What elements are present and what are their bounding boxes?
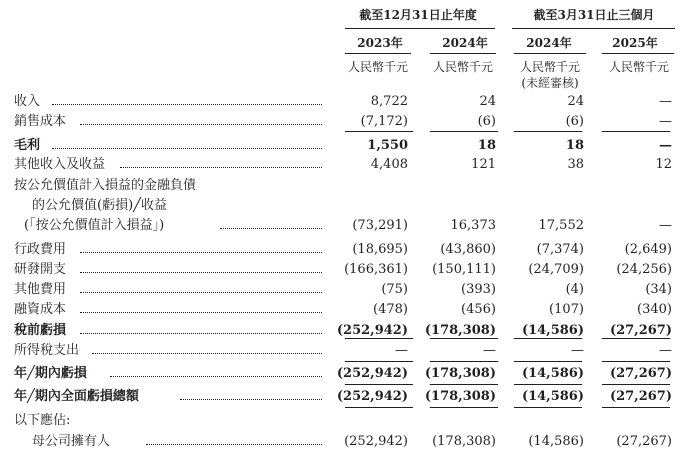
- row-label: 其他收入及收益: [14, 157, 106, 172]
- row-value: (6): [565, 114, 584, 129]
- table-row: [0, 364, 686, 384]
- subtotal-rule: [430, 384, 498, 385]
- header-group-quarter-rule: [512, 28, 675, 29]
- dot-leader: [110, 376, 322, 377]
- row-value: 18: [565, 138, 584, 153]
- row-value: (456): [461, 302, 496, 317]
- row-label: (「按公允價值計入損益」): [24, 218, 165, 233]
- subtotal-rule: [602, 131, 670, 132]
- row-label: 稅前虧損: [14, 323, 67, 338]
- row-label: 其他費用: [14, 282, 67, 297]
- dot-leader: [92, 353, 322, 354]
- row-value: —: [571, 343, 584, 358]
- table-row: [0, 176, 686, 196]
- row-value: (393): [461, 282, 496, 297]
- row-value: 18: [477, 138, 496, 153]
- row-label: 銷售成本: [14, 114, 67, 129]
- table-row: [0, 240, 686, 260]
- row-value: (107): [549, 302, 584, 317]
- row-value: (252,942): [344, 434, 408, 449]
- row-value: —: [659, 343, 672, 358]
- table-row: [0, 260, 686, 280]
- row-value: (340): [637, 302, 672, 317]
- row-label: 年╱期內虧損: [14, 366, 87, 381]
- row-value: (24,709): [528, 262, 584, 277]
- dot-leader: [180, 399, 322, 400]
- table-row: [0, 387, 686, 407]
- row-label: 研發開支: [14, 262, 67, 277]
- table-row: [0, 92, 686, 112]
- row-value: (2,649): [624, 242, 672, 257]
- row-value: (73,291): [352, 218, 408, 233]
- row-value: (178,308): [432, 434, 496, 449]
- row-value: (75): [381, 282, 408, 297]
- row-value: (6): [477, 114, 496, 129]
- row-value: (7,374): [536, 242, 584, 257]
- subtotal-rule: [430, 338, 498, 339]
- row-value: (27,267): [616, 434, 672, 449]
- dot-leader: [80, 312, 322, 313]
- row-value: 16,373: [450, 218, 496, 233]
- table-row: [0, 196, 686, 216]
- row-label: 年╱期內全面虧損總額: [14, 389, 139, 404]
- table-row: [0, 300, 686, 320]
- row-value: 121: [471, 157, 496, 172]
- row-value: (4): [565, 282, 584, 297]
- header-unit-1: 人民幣千元: [347, 60, 408, 74]
- row-value: (478): [373, 302, 408, 317]
- row-value: (150,111): [432, 262, 496, 277]
- table-row: [0, 432, 686, 452]
- table-row: [0, 136, 686, 156]
- row-value: (166,361): [344, 262, 408, 277]
- subtotal-rule: [602, 338, 670, 339]
- row-value: (14,586): [521, 323, 584, 338]
- row-value: (252,942): [336, 366, 408, 381]
- row-value: —: [395, 343, 408, 358]
- table-row: [0, 216, 686, 236]
- table-row: [0, 321, 686, 341]
- row-value: (14,586): [528, 434, 584, 449]
- dot-leader: [52, 104, 322, 105]
- row-label: 的公允價值(虧損)╱收益: [32, 198, 167, 213]
- row-value: 24: [567, 94, 584, 109]
- row-value: 38: [567, 157, 584, 172]
- header-year-2024: 2024年: [442, 36, 488, 50]
- header-group-year: 截至12月31日止年度: [359, 8, 477, 22]
- dot-leader: [80, 272, 322, 273]
- subtotal-rule: [514, 407, 582, 408]
- row-value: (27,267): [609, 366, 672, 381]
- subtotal-rule: [514, 361, 582, 362]
- table-row: [0, 341, 686, 361]
- row-value: 17,552: [538, 218, 584, 233]
- dot-leader: [146, 444, 322, 445]
- subtotal-rule: [345, 131, 413, 132]
- dot-leader: [80, 292, 322, 293]
- subtotal-rule: [430, 407, 498, 408]
- subtotal-rule: [345, 384, 413, 385]
- dot-leader: [80, 252, 322, 253]
- row-label: 所得稅支出: [14, 343, 80, 358]
- row-value: 24: [479, 94, 496, 109]
- subtotal-rule: [430, 131, 498, 132]
- dot-leader: [120, 167, 322, 168]
- row-label: 收入: [14, 94, 41, 109]
- row-value: (34): [645, 282, 672, 297]
- subtotal-rule: [602, 384, 670, 385]
- row-value: 12: [655, 157, 672, 172]
- row-value: (27,267): [609, 389, 672, 404]
- row-value: (18,695): [352, 242, 408, 257]
- row-value: (43,860): [440, 242, 496, 257]
- row-label: 融資成本: [14, 302, 67, 317]
- row-value: —: [659, 218, 672, 233]
- subtotal-rule: [430, 361, 498, 362]
- header-unit-3: 人民幣千元: [519, 60, 580, 74]
- row-value: 1,550: [367, 138, 408, 153]
- header-unit-4: 人民幣千元: [608, 60, 669, 74]
- row-value: (27,267): [609, 323, 672, 338]
- row-value: (252,942): [336, 323, 408, 338]
- header-year-rule-2: [430, 53, 496, 54]
- row-value: (178,308): [424, 323, 496, 338]
- dot-leader: [80, 333, 322, 334]
- subtotal-rule: [345, 361, 413, 362]
- table-row: [0, 112, 686, 132]
- row-value: —: [483, 343, 496, 358]
- dot-leader: [220, 228, 322, 229]
- header-year-rule-1: [345, 53, 411, 54]
- row-label: 行政費用: [14, 242, 67, 257]
- row-value: (14,586): [521, 366, 584, 381]
- dot-leader: [52, 148, 322, 149]
- table-row: [0, 155, 686, 175]
- header-year-rule-3: [514, 53, 586, 54]
- header-group-year-rule: [345, 28, 495, 29]
- header-year-2025-q: 2025年: [612, 36, 658, 50]
- row-value: 4,408: [370, 157, 408, 172]
- subtotal-rule: [345, 338, 413, 339]
- row-label: 母公司擁有人: [32, 434, 111, 449]
- header-year-rule-4: [602, 53, 674, 54]
- header-year-2023: 2023年: [357, 36, 403, 50]
- row-label: 以下應佔:: [14, 413, 71, 428]
- table-row: [0, 411, 686, 431]
- dot-leader: [80, 124, 322, 125]
- row-value: —: [659, 94, 672, 109]
- header-group-quarter: 截至3月31日止三個月: [533, 8, 655, 22]
- header-unaudited: (未經審核): [521, 76, 579, 90]
- subtotal-rule: [602, 407, 670, 408]
- row-value: (252,942): [336, 389, 408, 404]
- row-label: 毛利: [14, 138, 41, 153]
- row-value: —: [659, 138, 672, 153]
- subtotal-rule: [345, 407, 413, 408]
- header-year-2024-q: 2024年: [526, 36, 572, 50]
- row-value: (14,586): [521, 389, 584, 404]
- table-row: [0, 280, 686, 300]
- subtotal-rule: [514, 338, 582, 339]
- subtotal-rule: [602, 361, 670, 362]
- subtotal-rule: [514, 384, 582, 385]
- row-value: (178,308): [424, 366, 496, 381]
- row-value: 8,722: [370, 94, 408, 109]
- header-unit-2: 人民幣千元: [432, 60, 493, 74]
- row-value: (7,172): [360, 114, 408, 129]
- subtotal-rule: [514, 131, 582, 132]
- row-label: 按公允價值計入損益的金融負債: [14, 178, 197, 193]
- row-value: (178,308): [424, 389, 496, 404]
- row-value: (24,256): [616, 262, 672, 277]
- row-value: —: [659, 114, 672, 129]
